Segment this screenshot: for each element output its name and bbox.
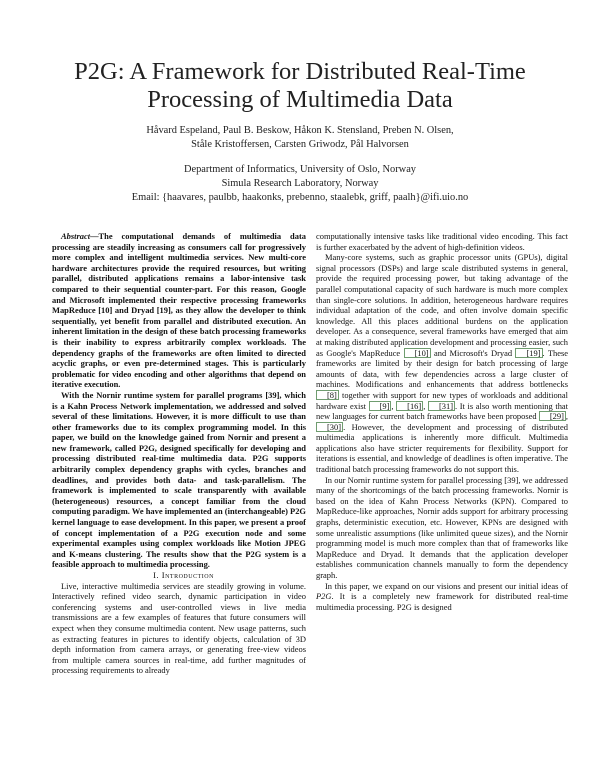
- authors-line-2: Ståle Kristoffersen, Carsten Griwodz, Pål Halvorsen: [191, 139, 409, 150]
- citation-link-29[interactable]: [29]: [539, 411, 566, 421]
- intro-paragraph-1: Live, interactive multimedia services are steadily growing in volume. Interactively refined video search, dynamic participation in video conferencing systems and user-controlled views in live media transmissions are a few examples of features that future consumers will expect when they consume multimedia content. New usage patterns, such as extracting features in pictures to identify objects, calculation of 3D depth information from camera arrays, or generating free-view videos from multiple camera sources in real-time, add further magnitudes of processing requirements to already: [52, 580, 306, 676]
- section-heading-introduction: I. Introduction: [153, 570, 214, 580]
- p2g-emphasis: P2G: [316, 591, 332, 602]
- title-line-1: P2G: A Framework for Distributed Real-Time: [74, 58, 526, 85]
- title-line-2: Processing of Multimedia Data: [147, 86, 453, 113]
- citation-link-31[interactable]: [31]: [428, 401, 455, 411]
- right-paragraph-4: In this paper, we expand on our visions and present our initial ideas of P2G. It is a completely new framework for distributed real-time multimedia processing. P2G is designed: [316, 580, 568, 612]
- email-line: Email: {haavares, paulbb, haakonks, prebenno, staalebk, griff, paalh}@ifi.uio.no: [131, 192, 469, 203]
- left-column: [52, 231, 306, 676]
- affiliations: [0, 163, 600, 205]
- affiliation-line-2: Simula Research Laboratory, Norway: [221, 178, 379, 189]
- citation-link-30[interactable]: [30]: [316, 422, 343, 432]
- citation-link-9[interactable]: [9]: [369, 401, 392, 411]
- abstract-text-1: —The computational demands of multimedia data processing are steadily increasing as consumers call for progressively more complex and intelligent multimedia services. New multi-core hardware architectures provide the required resources, but writing parallel, distributed applications remains a labor-intensive task compared to their sequential counter-part. For this reason, Google and Microsoft implemented their respective processing frameworks MapReduce [10] and Dryad [19], as they allow the developer to think sequentially, yet benefit from parallel and distributed execution. An inherent limitation in the design of these batch processing frameworks is their inability to express arbitrarily complex workloads. The dependency graphs of the frameworks are often limited to directed acyclic graphs, or even pre-determined stages. This is particularly problematic for video encoding and other algorithms that depend on iterative execution.: [52, 231, 306, 390]
- citation-link-8[interactable]: [8]: [316, 390, 339, 400]
- author-list: [0, 124, 600, 152]
- right-paragraph-3: In our Nornir runtime system for parallel processing [39], we addressed many of the shortcomings of the batch processing frameworks. Nornir is based on the idea of Kahn Process Networks (KPN). Compared to MapReduce-like approaches, Nornir adds support for arbitrary processing graphs, deterministic execution, etc. However, KPNs are designed with some unrealistic assumptions (like unlimited queue sizes), and the Nornir programming model is much more complex than that of frameworks like MapReduce and Dryad. It demands that the application developer establishes communication channels manually to form the dependency graph.: [316, 474, 568, 580]
- abstract-paragraph-1: [52, 231, 306, 390]
- affiliation-line-1: Department of Informatics, University of Oslo, Norway: [184, 164, 416, 175]
- abstract-label: Abstract: [61, 231, 91, 241]
- citation-link-10[interactable]: [10]: [404, 348, 431, 358]
- citation-link-16[interactable]: [16]: [396, 401, 423, 411]
- paper-title: [0, 58, 600, 114]
- abstract-paragraph-2: With the Nornir runtime system for parallel programs [39], which is a Kahn Process Network implementation, we addressed and solved several of these limitations. However, it is more difficult to use than other frameworks due to its complex programming model. In this paper, we build on the knowledge gained from Nornir and present a new framework, called P2G, designed specifically for developing and processing distributed real-time multimedia data. P2G supports arbitrarily complex dependency graphs with cycles, branches and deadlines, and provides both data- and task-parallelism. The framework is implemented to scale transparently with available (heterogeneous) resources, a concept familiar from the cloud computing paradigm. We have implemented an (interchangeable) P2G kernel language to ease development. In this paper, we present a proof of concept implementation of a P2G execution node and some experimental examples using complex workloads like Motion JPEG and K-means clustering. The results show that the P2G system is a feasible approach to multimedia processing.: [52, 389, 306, 570]
- right-column: [316, 231, 568, 612]
- right-paragraph-2: Many-core systems, such as graphic processor units (GPUs), digital signal processors (DSPs) and large scale distributed systems in general, provide the required processing power, but taking advantage of the parallel computational capacity of such hardware is much more complex than single-core solutions. In addition, heterogeneous hardware requires individual adaptation of the code, and often involve domain specific knowledge. All this places additional burdens on the application developer. As a consequence, several frameworks have emerged that aim at making distributed application development and processing easier, such as Google's MapReduce [10] and Microsoft's Dryad [19] . These frameworks are limited by their design for batch processing of large amounts of data, with few dependencies across a large cluster of machines. Modifications and enhancements that address bottlenecks [8] together with support for new types of workloads and additional hardware exist [9] , [16] , [31] . It is also worth mentioning that new languages for current batch frameworks have been proposed [29] , [30] . However, the development and processing of distributed multimedia applications is inherently more difficult. Multimedia applications also have stricter requirements for flexibility. Support for iterations is essential, and knowledge of deadlines is often imperative. The traditional batch processing frameworks do not support this.: [316, 252, 569, 475]
- right-paragraph-1: computationally intensive tasks like traditional video encoding. This fact is further exacerbated by the advent of high-definition videos.: [316, 231, 568, 252]
- citation-link-19[interactable]: [19]: [515, 348, 542, 358]
- authors-line-1: Håvard Espeland, Paul B. Beskow, Håkon K. Stensland, Preben N. Olsen,: [146, 125, 454, 136]
